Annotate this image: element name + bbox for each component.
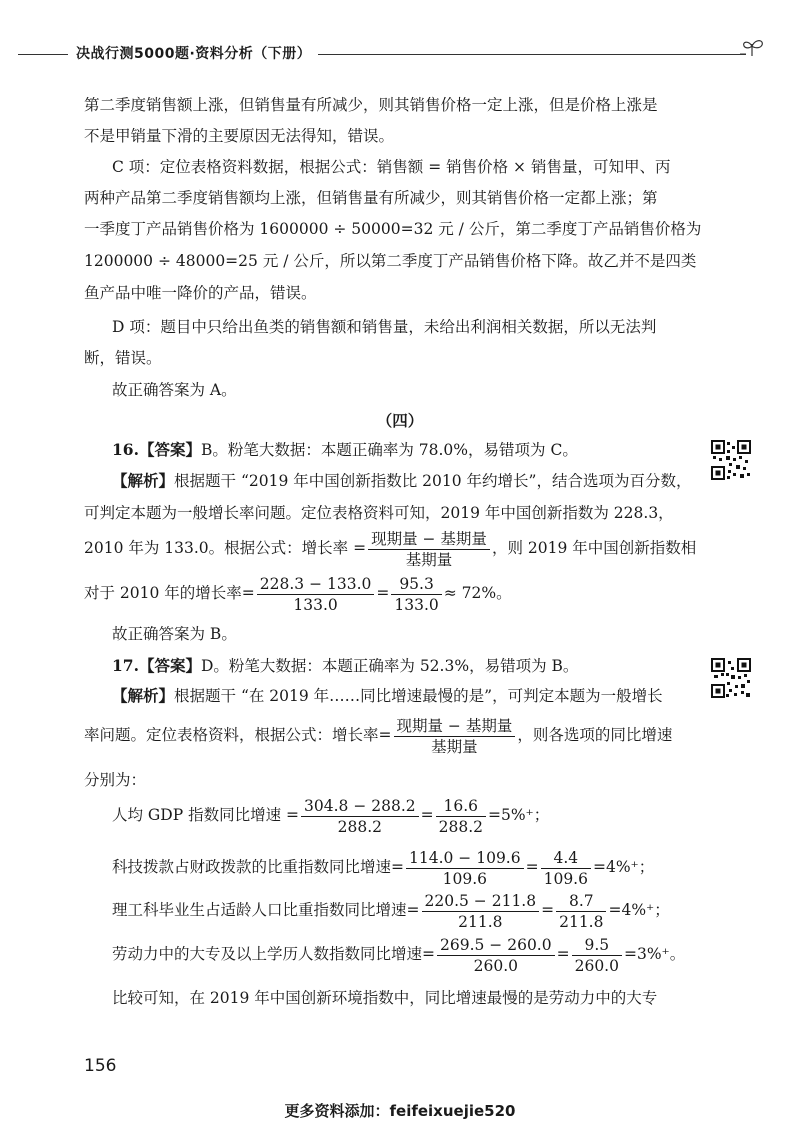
q16-conclusion: 故正确答案为 B。 <box>112 625 237 643</box>
q17-formula-line: 率问题。定位表格资料，根据公式：增长率= $\frac{\text{现期量 − 基期量}}{\text{基期量}}$ ，则各选项的同比增速 <box>84 716 673 756</box>
answer-label: 17.【答案】 <box>112 656 201 675</box>
fraction: $\frac{220.5 - 211.8}{211.8}$ <box>422 891 540 932</box>
fraction: $\frac{114.0 - 109.6}{109.6}$ <box>406 848 524 889</box>
calc-row: 理工科毕业生占适龄人口比重指数同比增速= $\frac{220.5 - 211.8}{211.8}$ = $\frac{8.7}{211.8}$ =4%⁺； <box>112 891 670 931</box>
answer-text: D。粉笔大数据：本题正确率为 52.3%，易错项为 B。 <box>200 657 579 675</box>
header-rule-left <box>18 54 68 55</box>
footer-note: 更多资料添加：feifeixuejie520 <box>284 1102 516 1120</box>
book-title: 决战行测5000题·资料分析（下册） <box>76 46 312 62</box>
paragraph-line: 分别为： <box>84 771 147 789</box>
calc-row: 科技拨款占财政拨款的比重指数同比增速= $\frac{114.0 - 109.6}{109.6}$ = $\frac{4.4}{109.6}$ =4%⁺； <box>112 848 655 888</box>
q17-answer <box>112 656 578 676</box>
explanation-label: 【解析】 <box>112 686 175 705</box>
fraction: $\frac{304.8 - 288.2}{288.2}$ <box>301 796 419 837</box>
paragraph-line: 一季度丁产品销售价格为 1600000 ÷ 50000=32 元 / 公斤，第二季度丁产品销售价格为 <box>84 220 702 238</box>
paragraph-line: 比较可知，在 2019 年中国创新环境指数中，同比增速最慢的是劳动力中的大专 <box>112 989 658 1007</box>
fraction: $\frac{228.3 - 133.0}{133.0}$ <box>257 574 375 615</box>
q16-answer <box>112 440 578 460</box>
answer-text: B。粉笔大数据：本题正确率为 78.0%，易错项为 C。 <box>200 441 578 459</box>
explanation-label: 【解析】 <box>112 471 175 490</box>
sprout-icon <box>738 36 768 60</box>
q16-calculation: 对于 2010 年的增长率= $\frac{228.3 - 133.0}{133.0}$ = $\frac{95.3}{133.0}$ ≈ 72%。 <box>84 574 512 614</box>
growth-rate-formula: $\frac{\text{现期量 − 基期量}}{\text{基期量}}$ <box>368 529 490 570</box>
q16-explanation: 【解析】根据题干 “2019 年中国创新指数比 2010 年约增长”，结合选项为百分数， <box>112 471 692 490</box>
qr-code-q16[interactable] <box>711 440 751 480</box>
section-title: （四） <box>376 411 424 430</box>
calc-row: 人均 GDP 指数同比增速 = $\frac{304.8 - 288.2}{288.2}$ = $\frac{16.6}{288.2}$ =5%⁺； <box>112 796 550 836</box>
fraction: $\frac{269.5 - 260.0}{260.0}$ <box>437 935 555 976</box>
growth-rate-formula: $\frac{\text{现期量 − 基期量}}{\text{基期量}}$ <box>394 716 516 757</box>
paragraph-line: 可判定本题为一般增长率问题。定位表格资料可知，2019 年中国创新指数为 228.3， <box>84 504 674 522</box>
fraction: $\frac{9.5}{260.0}$ <box>572 935 622 976</box>
page-number: 156 <box>84 1056 117 1076</box>
fraction: $\frac{95.3}{133.0}$ <box>391 574 441 615</box>
answer-label: 16.【答案】 <box>112 440 201 459</box>
calc-row: 劳动力中的大专及以上学历人数指数同比增速= $\frac{269.5 - 260.0}{260.0}$ = $\frac{9.5}{260.0}$ =3%⁺。 <box>112 935 686 975</box>
running-header <box>0 40 800 70</box>
q16-formula-line: 2010 年为 133.0。根据公式：增长率 = $\frac{\text{现期量 − 基期量}}{\text{基期量}}$ ，则 2019 年中国创新指数相 <box>84 529 697 569</box>
header-rule-right <box>318 54 746 55</box>
q17-explanation: 【解析】根据题干 “在 2019 年……同比增速最慢的是”，可判定本题为一般增长 <box>112 686 663 705</box>
qr-code-icon <box>711 440 751 480</box>
paragraph-line: 两种产品第二季度销售额均上涨，但销售量有所减少，则其销售价格一定都上涨；第 <box>84 189 658 207</box>
paragraph-line: C 项：定位表格资料数据，根据公式：销售额 = 销售价格 × 销售量，可知甲、丙 <box>112 158 671 176</box>
paragraph-line: D 项：题目中只给出鱼类的销售额和销售量，未给出利润相关数据，所以无法判 <box>112 318 657 336</box>
paragraph-line: 1200000 ÷ 48000=25 元 / 公斤，所以第二季度丁产品销售价格下降。故乙并不是四类 <box>84 252 697 270</box>
paragraph-line: 第二季度销售额上涨，但销售量有所减少，则其销售价格一定上涨，但是价格上涨是 <box>84 96 658 114</box>
fraction: $\frac{8.7}{211.8}$ <box>556 891 606 932</box>
fraction: $\frac{16.6}{288.2}$ <box>436 796 486 837</box>
paragraph-line: 故正确答案为 A。 <box>112 381 237 399</box>
paragraph-line: 不是甲销量下滑的主要原因无法得知，错误。 <box>84 127 395 145</box>
paragraph-line: 鱼产品中唯一降价的产品，错误。 <box>84 284 317 302</box>
paragraph-line: 断，错误。 <box>84 349 162 367</box>
fraction: $\frac{4.4}{109.6}$ <box>541 848 591 889</box>
qr-code-icon <box>711 658 751 698</box>
qr-code-q17[interactable] <box>711 658 751 698</box>
